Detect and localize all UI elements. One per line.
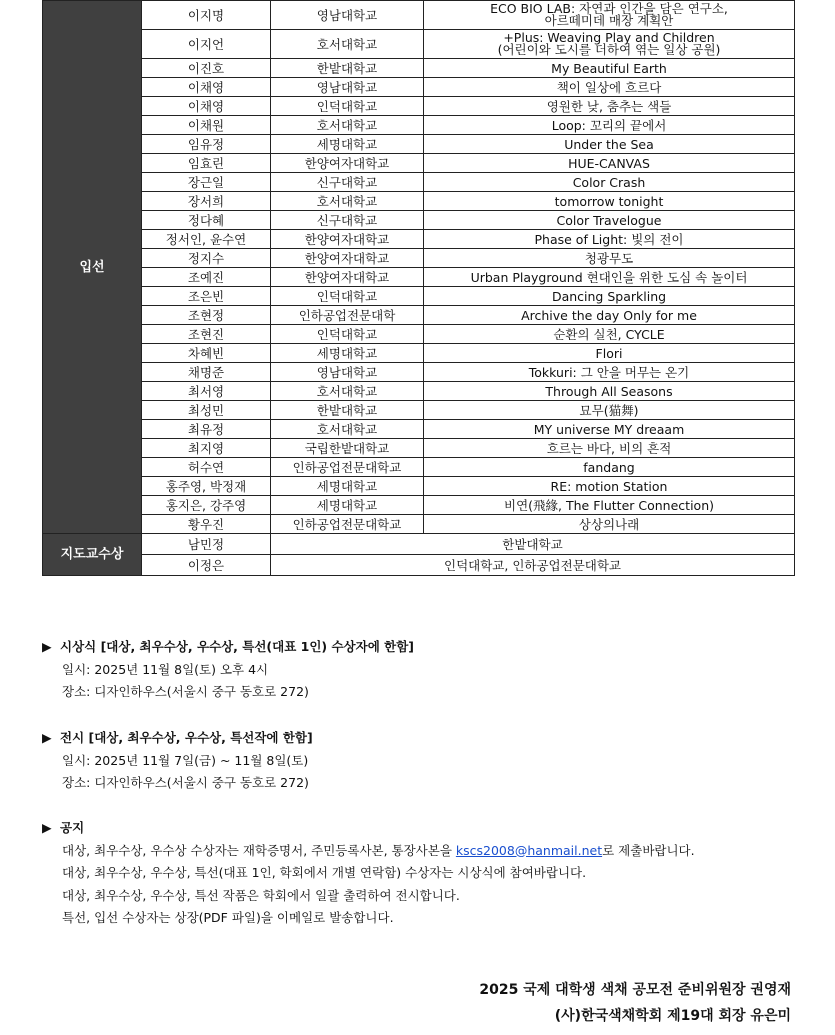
winner-name: 장서희: [142, 192, 271, 211]
school-name: 호서대학교: [271, 116, 424, 135]
notice-heading-text: 공지: [60, 820, 85, 835]
signature-line-1: 2025 국제 대학생 색채 공모전 준비위원장 권영재: [479, 982, 791, 998]
table-row: [43, 515, 795, 534]
work-title: fandang: [424, 458, 795, 477]
work-title: My Beautiful Earth: [424, 59, 795, 78]
winner-name: 이채원: [142, 116, 271, 135]
table-row: [43, 211, 795, 230]
winner-name: 정서인, 윤수연: [142, 230, 271, 249]
exhibition-place: 장소: 디자인하우스(서울시 중구 동호로 272): [62, 775, 309, 790]
triangle-bullet-icon: ▶: [42, 820, 52, 835]
work-title: 흐르는 바다, 비의 흔적: [424, 439, 795, 458]
table-row: [43, 230, 795, 249]
ceremony-date: 일시: 2025년 11월 8일(토) 오후 4시: [62, 661, 269, 677]
winner-name: 최서영: [142, 382, 271, 401]
winner-name: 정다혜: [142, 211, 271, 230]
school-name: 한밭대학교: [271, 59, 424, 78]
school-name: 영남대학교: [271, 1, 424, 30]
work-title: ECO BIO LAB: 자연과 인간을 담은 연구소, 아르떼미데 매장 계획안: [424, 1, 795, 30]
winner-name: 채명준: [142, 363, 271, 382]
school-name: 세명대학교: [271, 477, 424, 496]
winner-name: 정지수: [142, 249, 271, 268]
notice-line-4: 특선, 입선 수상자는 상장(PDF 파일)을 이메일로 발송합니다.: [62, 910, 394, 925]
category-cell-honorable: 입선: [43, 1, 142, 534]
work-title: Tokkuri: 그 안을 머무는 온기: [424, 363, 795, 382]
triangle-bullet-icon: ▶: [42, 639, 52, 654]
award-table: [42, 0, 795, 576]
winner-name: 이지언: [142, 30, 271, 59]
winner-name: 허수연: [142, 458, 271, 477]
notice-heading: [42, 817, 695, 840]
winner-name: 이지명: [142, 1, 271, 30]
work-title: 비연(飛緣, The Flutter Connection): [424, 496, 795, 515]
notice-line-3: 대상, 최우수상, 우수상, 특선 작품은 학회에서 일괄 출력하여 전시합니다.: [62, 887, 460, 903]
table-row: [43, 555, 795, 576]
table-row: [43, 154, 795, 173]
advisor-school: 한밭대학교: [271, 534, 795, 555]
school-name: 한양여자대학교: [271, 249, 424, 268]
advisor-school: 인덕대학교, 인하공업전문대학교: [271, 555, 795, 576]
school-name: 세명대학교: [271, 496, 424, 515]
ceremony-heading-text: 시상식 [대상, 최우수상, 우수상, 특선(대표 1인) 수상자에 한함]: [60, 639, 414, 654]
winner-name: 임효린: [142, 154, 271, 173]
work-title: Under the Sea: [424, 135, 795, 154]
school-name: 인하공업전문대학교: [271, 458, 424, 477]
school-name: 호서대학교: [271, 382, 424, 401]
work-title: RE: motion Station: [424, 477, 795, 496]
school-name: 인하공업전문대학: [271, 306, 424, 325]
notice-line-1: [42, 840, 695, 863]
table-row: [43, 401, 795, 420]
table-row: [43, 306, 795, 325]
winner-name: 황우진: [142, 515, 271, 534]
exhibition-heading: [42, 727, 313, 750]
school-name: 한양여자대학교: [271, 268, 424, 287]
work-title: HUE-CANVAS: [424, 154, 795, 173]
work-title: 묘무(猫舞): [424, 401, 795, 420]
table-row: [43, 116, 795, 135]
ceremony-section: [42, 636, 414, 704]
ceremony-heading: [42, 636, 414, 659]
school-name: 국립한밭대학교: [271, 439, 424, 458]
work-title: 상상의나래: [424, 515, 795, 534]
table-row: [43, 496, 795, 515]
school-name: 인덕대학교: [271, 97, 424, 116]
winner-name: 조현정: [142, 306, 271, 325]
work-title: Archive the day Only for me: [424, 306, 795, 325]
school-name: 호서대학교: [271, 420, 424, 439]
work-title: MY universe MY dreaam: [424, 420, 795, 439]
table-row: [43, 1, 795, 30]
advisor-name: 남민정: [142, 534, 271, 555]
winner-name: 최지영: [142, 439, 271, 458]
table-row: [43, 325, 795, 344]
school-name: 인하공업전문대학교: [271, 515, 424, 534]
table-row: [43, 458, 795, 477]
signature-line-2: (사)한국색채학회 제19대 회장 유은미: [554, 1008, 791, 1024]
table-row: [43, 344, 795, 363]
winner-name: 조은빈: [142, 287, 271, 306]
table-row: [43, 97, 795, 116]
work-title: Color Travelogue: [424, 211, 795, 230]
notice-line-1-end: 로 제출바랍니다.: [602, 842, 695, 858]
work-title: Urban Playground 현대인을 위한 도심 속 놀이터: [424, 268, 795, 287]
work-title: Through All Seasons: [424, 382, 795, 401]
table-row: [43, 287, 795, 306]
school-name: 한양여자대학교: [271, 230, 424, 249]
email-link[interactable]: kscs2008@hanmail.net: [455, 842, 603, 858]
school-name: 영남대학교: [271, 78, 424, 97]
work-title: +Plus: Weaving Play and Children (어린이와 도시를 더하여 엮는 일상 공원): [424, 30, 795, 59]
work-title: Loop: 꼬리의 끝에서: [424, 116, 795, 135]
school-name: 신구대학교: [271, 211, 424, 230]
winner-name: 홍지은, 강주영: [142, 496, 271, 515]
work-title: 책이 일상에 흐르다: [424, 78, 795, 97]
table-row: [43, 439, 795, 458]
exhibition-section: [42, 727, 313, 795]
school-name: 한양여자대학교: [271, 154, 424, 173]
winner-name: 장근일: [142, 173, 271, 192]
table-row: [43, 78, 795, 97]
work-title: 청광무도: [424, 249, 795, 268]
work-title: Phase of Light: 빛의 전이: [424, 230, 795, 249]
work-title: tomorrow tonight: [424, 192, 795, 211]
table-row: [43, 534, 795, 555]
school-name: 영남대학교: [271, 363, 424, 382]
table-row: [43, 382, 795, 401]
signature-block: [479, 977, 791, 1029]
work-title: Color Crash: [424, 173, 795, 192]
work-title: 순환의 실천, CYCLE: [424, 325, 795, 344]
table-row: [43, 420, 795, 439]
table-row: [43, 30, 795, 59]
advisor-name: 이정은: [142, 555, 271, 576]
winner-name: 홍주영, 박정재: [142, 477, 271, 496]
exhibition-heading-text: 전시 [대상, 최우수상, 우수상, 특선작에 한함]: [60, 730, 313, 745]
notice-section: [42, 817, 695, 930]
triangle-bullet-icon: ▶: [42, 730, 52, 745]
table-row: [43, 192, 795, 211]
table-row: [43, 135, 795, 154]
school-name: 세명대학교: [271, 135, 424, 154]
table-row: [43, 477, 795, 496]
winner-name: 이채영: [142, 97, 271, 116]
school-name: 세명대학교: [271, 344, 424, 363]
school-name: 인덕대학교: [271, 325, 424, 344]
winner-name: 조예진: [142, 268, 271, 287]
winner-name: 조현진: [142, 325, 271, 344]
school-name: 호서대학교: [271, 192, 424, 211]
table-row: [43, 173, 795, 192]
notice-line-2: 대상, 최우수상, 우수상, 특선(대표 1인, 학회에서 개별 연락함) 수상자는 시상식에 참여바랍니다.: [62, 865, 587, 880]
table-row: [43, 268, 795, 287]
work-title: Flori: [424, 344, 795, 363]
school-name: 신구대학교: [271, 173, 424, 192]
exhibition-date: 일시: 2025년 11월 7일(금) ~ 11월 8일(토): [62, 752, 309, 768]
winner-name: 이채영: [142, 78, 271, 97]
winner-name: 최성민: [142, 401, 271, 420]
table-row: [43, 249, 795, 268]
winner-name: 임유정: [142, 135, 271, 154]
category-cell-advisor: 지도교수상: [43, 534, 142, 576]
ceremony-place: 장소: 디자인하우스(서울시 중구 동호로 272): [62, 684, 309, 699]
school-name: 인덕대학교: [271, 287, 424, 306]
school-name: 한밭대학교: [271, 401, 424, 420]
notice-line-1-text: 대상, 최우수상, 우수상 수상자는 재학증명서, 주민등록사본, 통장사본을: [62, 842, 456, 858]
work-title: 영원한 낮, 춤추는 색들: [424, 97, 795, 116]
winner-name: 최유정: [142, 420, 271, 439]
work-title: Dancing Sparkling: [424, 287, 795, 306]
winner-name: 이진호: [142, 59, 271, 78]
table-row: [43, 59, 795, 78]
school-name: 호서대학교: [271, 30, 424, 59]
winner-name: 차혜빈: [142, 344, 271, 363]
table-row: [43, 363, 795, 382]
